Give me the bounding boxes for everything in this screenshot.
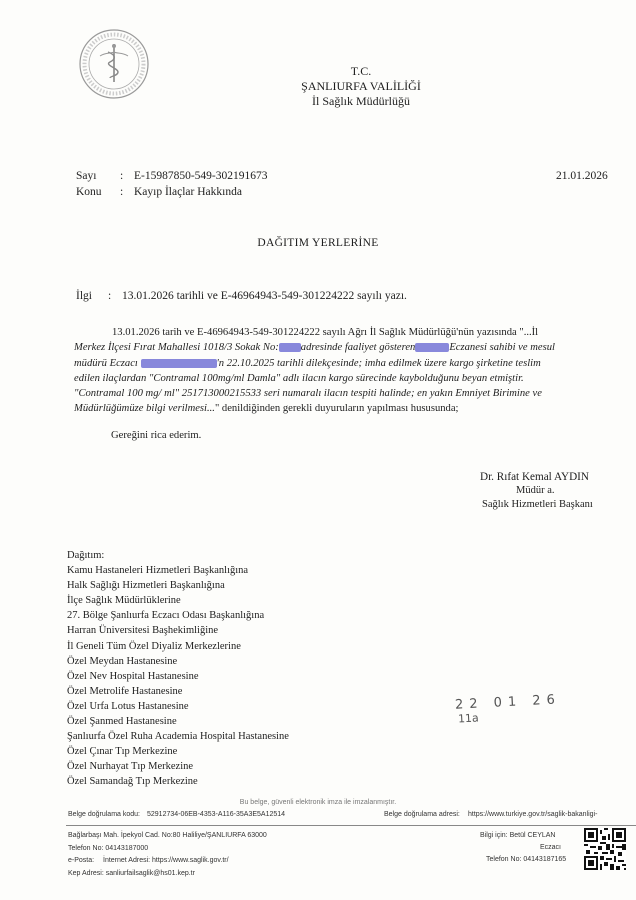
qr-code-icon	[584, 828, 626, 870]
distribution-label: Dağıtım:	[67, 550, 105, 561]
body-line-3-b: 'n 22.10.2025 tarihli dilekçesinde; imha edilmek üzere kargo şirketine teslim	[216, 357, 541, 369]
footer-email-label: e-Posta:	[68, 857, 95, 864]
distribution-item: Özel Çınar Tıp Merkezine	[67, 746, 178, 758]
addressee: DAĞITIM YERLERİNE	[257, 237, 379, 249]
verify-address-link[interactable]: https://www.turkiye.gov.tr/saglik-bakanligi-	[468, 811, 598, 818]
redaction-mark	[279, 343, 301, 352]
body-line-6	[74, 401, 636, 416]
sayi-sep: :	[120, 170, 124, 182]
footer-kep: Kep Adresi: sanliurfailsaglik@hs01.kep.tr	[68, 870, 195, 877]
distribution-item: Özel Nurhayat Tıp Merkezine	[67, 761, 194, 773]
body-line-3-a: müdürü Eczacı	[74, 357, 138, 369]
footer-address: Bağlarbaşı Mah. İpekyol Cad. No:80 Haliliye/ŞANLIURFA 63000	[68, 832, 267, 839]
header-governorship: ŞANLIURFA VALİLİĞİ	[301, 79, 421, 93]
body-line-1: 13.01.2026 tarih ve E-46964943-549-301224222 sayılı Ağrı İl Sağlık Müdürlüğü'nün yazısında "...İl	[112, 327, 539, 338]
body-line-6-a: Müdürlüğümüze bilgi verilmesi...	[74, 403, 215, 415]
signer-title-2: Sağlık Hizmetleri Başkanı	[482, 499, 593, 510]
konu-sep: :	[120, 186, 124, 198]
distribution-item: Özel Nev Hospital Hastanesine	[67, 670, 199, 682]
info-person: Bilgi için: Betül CEYLAN	[480, 832, 556, 839]
reference-label: İlgi	[76, 290, 92, 302]
verify-address-label: Belge doğrulama adresi:	[384, 811, 460, 818]
distribution-item: Harran Üniversitesi Başhekimliğine	[67, 625, 219, 637]
footer-web-link[interactable]: İnternet Adresi: https://www.saglik.gov.tr/	[103, 857, 229, 864]
body-line-3	[74, 356, 636, 371]
footer-divider	[66, 825, 636, 826]
sayi-value: E-15987850-549-302191673	[134, 170, 268, 182]
signer-name: Dr. Rıfat Kemal AYDIN	[480, 471, 589, 483]
distribution-item: Şanlıurfa Özel Ruha Academia Hospital Hastanesine	[67, 731, 289, 743]
verify-code-label: Belge doğrulama kodu:	[68, 811, 140, 818]
distribution-item: Özel Meydan Hastanesine	[67, 655, 178, 667]
footer-phone: Telefon No: 04143187000	[68, 845, 149, 852]
esign-note: Bu belge, güvenli elektronik imza ile imzalanmıştır.	[239, 799, 397, 806]
distribution-item: Kamu Hastaneleri Hizmetleri Başkanlığına	[67, 565, 249, 577]
body-paragraph	[74, 325, 636, 417]
body-line-2-b: adresinde faaliyet gösteren	[300, 342, 416, 354]
distribution-item: 27. Bölge Şanlıurfa Eczacı Odası Başkanlığına	[67, 610, 265, 622]
distribution-list	[67, 548, 289, 790]
distribution-item: Halk Sağlığı Hizmetleri Başkanlığına	[67, 580, 225, 592]
distribution-item: Özel Samandağ Tıp Merkezine	[67, 776, 198, 788]
distribution-item: Özel Şanmed Hastanesine	[67, 716, 177, 728]
distribution-item: İl Geneli Tüm Özel Diyaliz Merkezlerine	[67, 640, 241, 652]
body-line-5: "Contramal 100 mg/ ml" 251713000215533 seri numaralı ilacın tespiti halinde; en yakın Emniyet Birimine ve	[74, 388, 542, 400]
info-title: Eczacı	[540, 844, 562, 851]
body-line-6-b: " denildiğinden gerekli duyuruların yapılması hususunda;	[214, 403, 459, 415]
header-country: T.C.	[350, 64, 372, 78]
handwritten-note: 11a	[457, 711, 480, 726]
closing-text: Gereğini rica ederim.	[111, 430, 202, 441]
document-header	[0, 64, 636, 109]
body-line-2-a: Merkez İlçesi Fırat Mahallesi 1018/3 Sokak No:	[74, 342, 279, 354]
sayi-label: Sayı	[76, 170, 97, 182]
redaction-mark	[415, 343, 449, 352]
distribution-item: İlçe Sağlık Müdürlüklerine	[67, 595, 181, 607]
body-line-2	[74, 340, 636, 355]
distribution-item: Özel Urfa Lotus Hastanesine	[67, 700, 189, 712]
document-date: 21.01.2026	[556, 170, 608, 182]
handwritten-date: 22 01 26	[454, 692, 562, 713]
konu-value: Kayıp İlaçlar Hakkında	[134, 186, 242, 198]
distribution-item: Özel Metrolife Hastanesine	[67, 685, 183, 697]
redaction-mark	[141, 359, 217, 368]
reference-sep: :	[108, 290, 112, 302]
reference-text: 13.01.2026 tarihli ve E-46964943-549-301224222 sayılı yazı.	[122, 290, 407, 302]
body-line-4: edilen ilaçlardan "Contramal 100mg/ml Damla" adlı ilacın kargo sürecinde kaybolduğunu beyan etmiştir.	[74, 372, 524, 384]
signer-title-1: Müdür a.	[516, 485, 555, 496]
header-directorate: İl Sağlık Müdürlüğü	[312, 94, 410, 108]
verify-code: 52912734-06EB-4353-A116-35A3E5A12514	[147, 811, 286, 818]
konu-label: Konu	[76, 186, 102, 198]
info-phone: Telefon No: 04143187165	[486, 856, 567, 863]
body-line-2-c: Eczanesi sahibi ve mesul	[449, 342, 555, 354]
